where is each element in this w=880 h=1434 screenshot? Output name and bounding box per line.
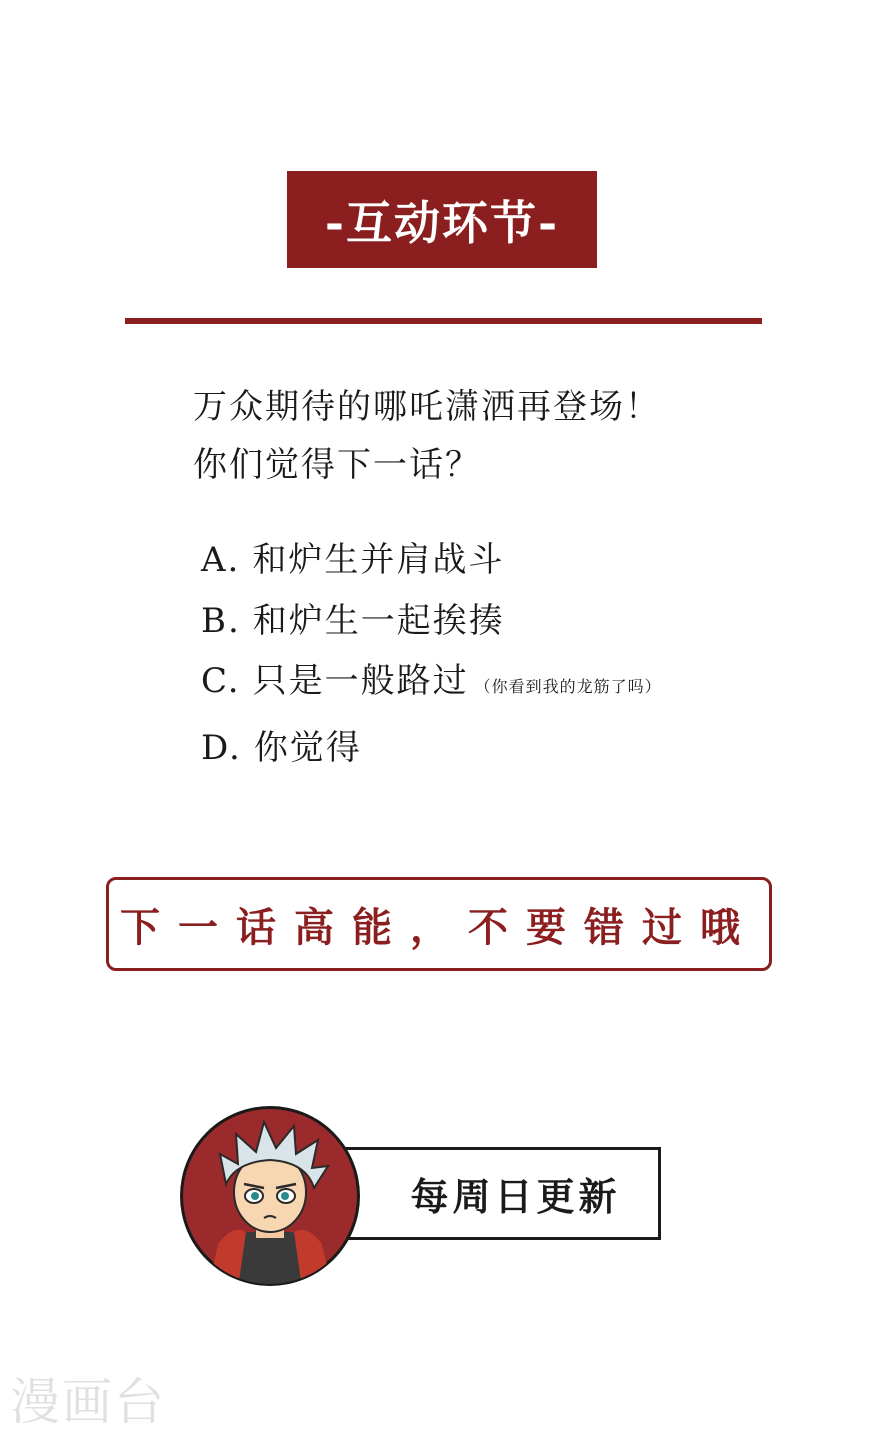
option-letter: A.: [201, 540, 241, 580]
update-schedule-box: [330, 1147, 661, 1240]
section-title: -互动环节-: [324, 195, 560, 250]
character-avatar: [178, 1104, 362, 1288]
question-line-1: 万众期待的哪吒潇洒再登场！: [193, 387, 661, 427]
option-letter: C.: [201, 661, 241, 701]
question-line-2: 你们觉得下一话？: [193, 445, 481, 485]
option-text: 只是一般路过: [252, 661, 469, 701]
option-letter: D.: [201, 727, 242, 768]
option-text: 和炉生一起挨揍: [252, 600, 505, 641]
next-episode-banner: [106, 877, 772, 971]
watermark-logo: 漫画台: [10, 1373, 166, 1431]
question-block: [193, 378, 661, 494]
schedule-text: 每周日更新: [410, 1174, 621, 1219]
option-text: 你觉得: [253, 727, 362, 768]
option-note: （你看到我的龙筋了吗）: [474, 677, 662, 696]
option-b: [201, 591, 662, 652]
option-a: [201, 530, 662, 591]
divider: [125, 318, 762, 324]
option-letter: B.: [201, 600, 241, 641]
option-d: [201, 718, 662, 779]
option-c: [201, 651, 662, 718]
section-title-box: [287, 171, 597, 268]
options-list: [201, 530, 662, 778]
banner-text: 下一话高能，不要错过哦: [120, 903, 758, 951]
option-text: 和炉生并肩战斗: [252, 540, 505, 580]
